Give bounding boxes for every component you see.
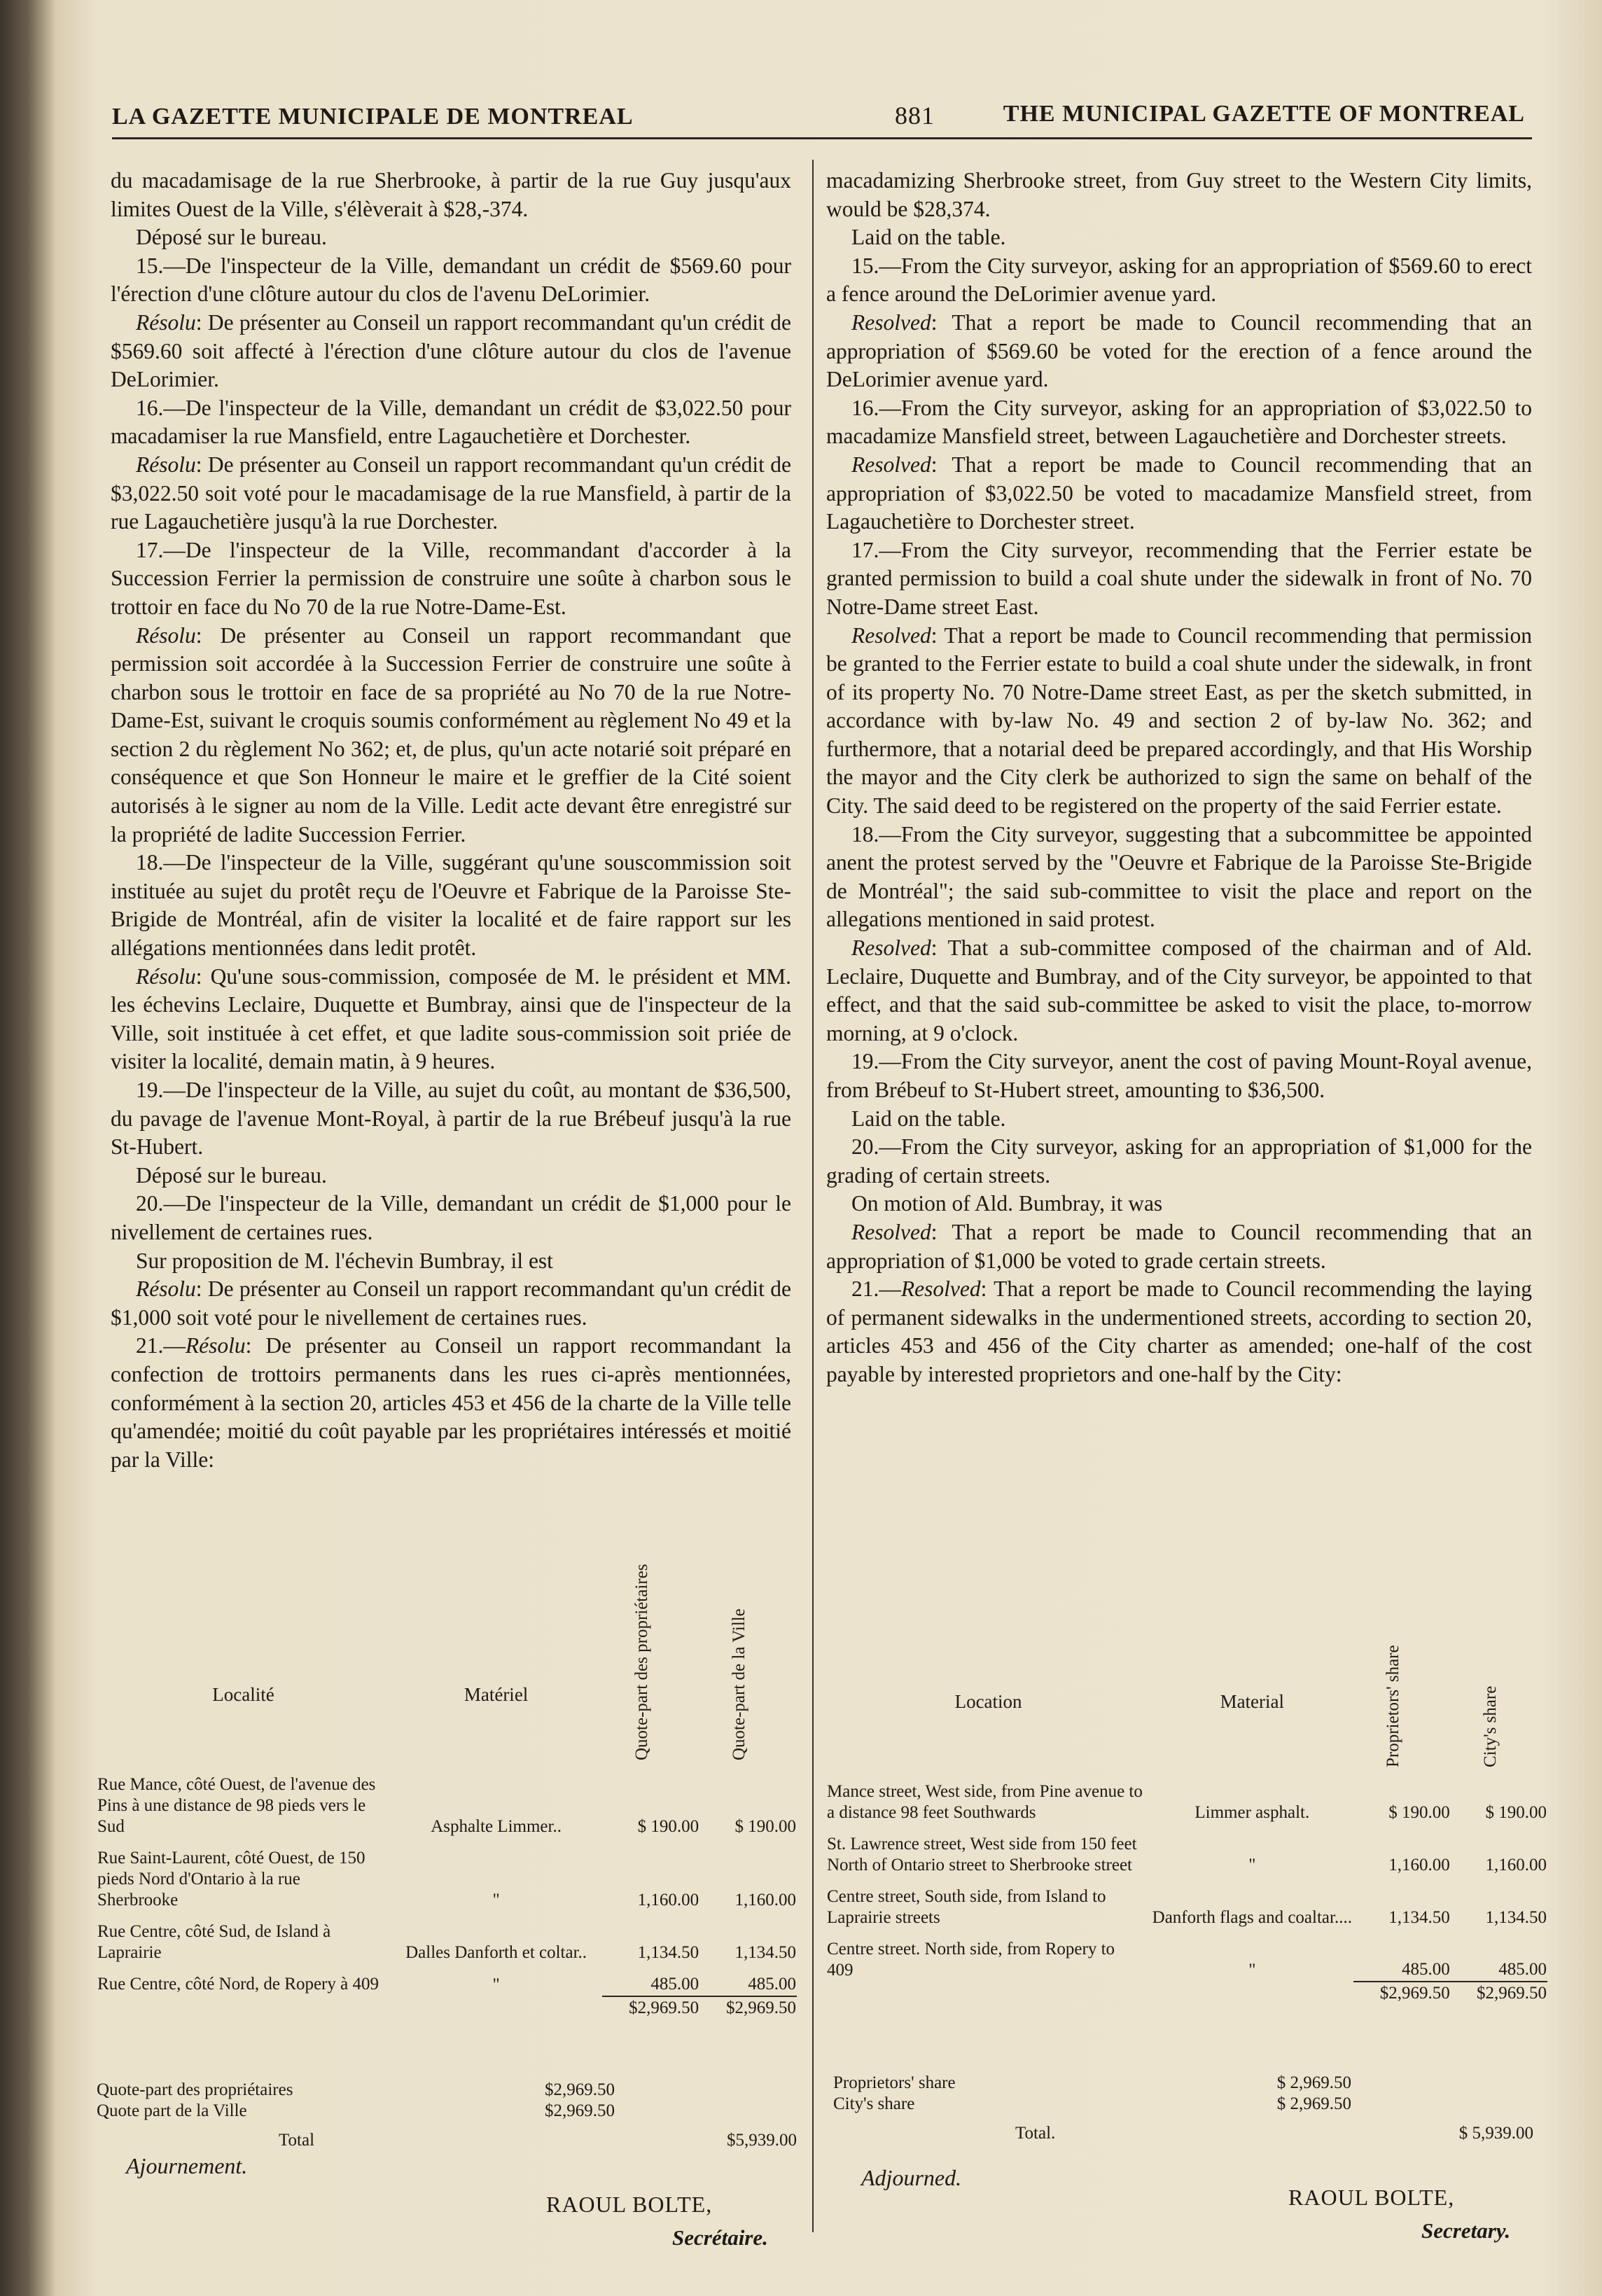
- paragraph: [111, 1076, 791, 1162]
- resolution-label: Résolu: [136, 309, 196, 335]
- table-row: [826, 1824, 1547, 1877]
- city-share-cell: 1,160.00: [1485, 1856, 1547, 1874]
- paragraph: [826, 252, 1532, 309]
- signature-title-en: Secretary.: [1421, 2218, 1511, 2243]
- french-column: [111, 167, 791, 1474]
- city-share-cell: 1,134.50: [734, 1943, 796, 1962]
- paragraph-text: 20.—From the City surveyor, asking for an appropriation of $1,000 for the grading of certain streets.: [826, 1134, 1532, 1188]
- header-title-fr: LA GAZETTE MUNICIPALE DE MONTREAL: [112, 104, 634, 130]
- paragraph-text: : That a report be made to Council recommending that permission be granted to the Ferrier estate to build a coal shute under the sidewalk, in front of its property No. 70 Notre-Dame street East, as per the sketch submitted, in accordance with by-law No. 49 and section 2 of by-law No. 362; and furthermore, that a notarial deed be prepared accordingly, and that His Worship the mayor and the City clerk be authorized to sign the same on behalf of the City. The said deed to be registered on the property of the said Ferrier estate.: [826, 622, 1532, 819]
- location-cell: Rue Saint-Laurent, côté Ouest, de 150 pieds Nord d'Ontario à la rue Sherbrooke: [97, 1849, 365, 1909]
- paragraph: [826, 309, 1532, 394]
- table-row: [826, 1929, 1547, 1982]
- paragraph: [826, 1048, 1532, 1104]
- paragraph-text: Déposé sur le bureau.: [136, 225, 327, 250]
- resolution-label: Résolu: [136, 963, 196, 989]
- paragraph: [111, 1332, 791, 1474]
- material-cell: Dalles Danforth et coltar..: [405, 1943, 587, 1962]
- proprietors-share-cell: 485.00: [1401, 1960, 1450, 1979]
- city-share-cell: $ 190.00: [1485, 1803, 1547, 1822]
- header-proprietors-share: Proprietors' share: [1384, 1645, 1403, 1767]
- paragraph: [111, 1247, 791, 1276]
- paragraph: [111, 394, 791, 451]
- paragraph-text: Déposé sur le bureau.: [136, 1162, 327, 1188]
- summary-line: [97, 2101, 797, 2122]
- material-cell: ": [1248, 1961, 1256, 1980]
- paragraph-text: 19.—De l'inspecteur de la Ville, au sujet du coût, au montant de $36,500, du pavage de l'avenue Mont-Royal, à partir de la rue Brébeuf jusqu'à la rue St-Hubert.: [111, 1078, 791, 1160]
- paragraph-text: On motion of Ald. Bumbray, it was: [851, 1191, 1163, 1216]
- header-location: Location: [954, 1691, 1022, 1712]
- total-city: $2,969.50: [699, 1996, 797, 2019]
- summary-line: [833, 2094, 1533, 2115]
- paragraph: [826, 1275, 1532, 1389]
- paragraph: [826, 167, 1532, 223]
- paragraph-text: 15.—From the City surveyor, asking for an appropriation of $569.60 to erect a fence around the DeLorimier avenue yard.: [826, 253, 1532, 307]
- resolution-label: Resolved: [851, 935, 931, 961]
- english-column: [826, 167, 1532, 1389]
- summary-label: Total: [279, 2131, 315, 2150]
- totals-row: [97, 1996, 797, 2019]
- item-number: 21.—: [851, 1276, 901, 1302]
- paragraph: [826, 451, 1532, 536]
- paragraph: [826, 536, 1532, 622]
- material-cell: ": [492, 1891, 500, 1909]
- paragraph: [826, 934, 1532, 1048]
- summary-value: $ 5,939.00: [1458, 2124, 1533, 2143]
- location-cell: Centre street, South side, from Island to Laprairie streets: [827, 1887, 1106, 1927]
- paragraph-text: 15.—De l'inspecteur de la Ville, demandant un crédit de $569.60 pour l'érection d'une clôture autour du clos de l'avenu DeLorimier.: [111, 253, 791, 307]
- paragraph: [826, 622, 1532, 821]
- header-citys-share: City's share: [1480, 1685, 1500, 1767]
- city-share-cell: 1,134.50: [1485, 1908, 1547, 1927]
- city-share-cell: 485.00: [748, 1975, 796, 1994]
- summary-value: $ 2,969.50: [1276, 2073, 1351, 2092]
- paragraph: [111, 167, 791, 223]
- proprietors-share-cell: 1,134.50: [1388, 1908, 1450, 1927]
- paragraph: [826, 1133, 1532, 1190]
- material-cell: ": [1248, 1856, 1256, 1874]
- paragraph-text: : De présenter au Conseil un rapport recommandant qu'un crédit de $1,000 soit voté pour le nivellement de certaines rues.: [111, 1276, 791, 1330]
- paragraph: [111, 309, 791, 394]
- column-divider: [812, 160, 814, 2232]
- summary-value: $2,969.50: [545, 2080, 615, 2099]
- adjourned-en: Adjourned.: [861, 2165, 962, 2190]
- summary-value: $2,969.50: [545, 2101, 615, 2120]
- paragraph-text: 18.—De l'inspecteur de la Ville, suggérant qu'une souscommission soit instituée au sujet du protêt reçu de l'Oeuvre et Fabrique de la Paroisse Ste-Brigide de Montréal, afin de visiter la localité et de faire rapport sur les allégations mentionnées dans ledit protêt.: [111, 850, 791, 961]
- paragraph-text: 18.—From the City surveyor, suggesting that a subcommittee be appointed anent the protest served by the "Oeuvre et Fabrique de la Paroisse Ste-Brigide de Montréal"; the said sub-committee to visit the place and report on the allegations mentioned in said protest.: [826, 821, 1532, 932]
- paragraph: [826, 1190, 1532, 1218]
- paragraph-text: : That a sub-committee composed of the chairman and of Ald. Leclaire, Duquette and Bumbray, and of the City surveyor, be appointed to that effect, and that the said sub-committee be asked to visit the place, to-morrow morning, at 9 o'clock.: [826, 935, 1532, 1045]
- summary-line: [833, 2123, 1533, 2144]
- signature-name-en: RAOUL BOLTE,: [1288, 2185, 1455, 2210]
- header-material: Material: [1220, 1691, 1285, 1712]
- resolution-label: Resolved: [900, 1276, 981, 1302]
- location-cell: Mance street, West side, from Pine avenue to a distance 98 feet Southwards: [827, 1782, 1143, 1822]
- paragraph-text: : Qu'une sous-commission, composée de M. le président et MM. les échevins Leclaire, Duquette et Bumbray, ainsi que de l'inspecteur de la Ville, soit instituée à cet effet, et que ladite sous-commission soit priée de visiter la localité, demain matin, à 9 heures.: [111, 963, 791, 1074]
- summary-label: Total.: [1015, 2124, 1056, 2143]
- header-rule: [112, 137, 1532, 139]
- location-cell: Rue Centre, côté Sud, de Island à Laprairie: [97, 1922, 331, 1962]
- summary-value: $5,939.00: [727, 2131, 797, 2150]
- paragraph-text: : That a report be made to Council recommending that an appropriation of $1,000 be voted to grade certain streets.: [826, 1219, 1532, 1273]
- location-cell: St. Lawrence street, West side from 150 feet North of Ontario street to Sherbrooke street: [827, 1835, 1137, 1874]
- resolution-label: Résolu: [136, 1276, 196, 1302]
- proprietors-share-cell: 1,160.00: [1388, 1856, 1450, 1874]
- sidewalk-table-fr: [97, 1564, 797, 2019]
- proprietors-share-cell: $ 190.00: [637, 1817, 699, 1836]
- paragraph: [111, 451, 791, 536]
- paragraph-text: 16.—De l'inspecteur de la Ville, demandant un crédit de $3,022.50 pour macadamiser la rue Mansfield, entre Lagauchetière et Dorchester.: [111, 395, 791, 449]
- city-share-cell: 485.00: [1498, 1960, 1547, 1979]
- location-cell: Rue Mance, côté Ouest, de l'avenue des Pins à une distance de 98 pieds vers le Sud: [97, 1775, 376, 1836]
- header-materiel: Matériel: [464, 1684, 529, 1705]
- paragraph-text: 19.—From the City surveyor, anent the cost of paving Mount-Royal avenue, from Brébeuf to St-Hubert street, amounting to $36,500.: [826, 1049, 1532, 1102]
- paragraph-text: : De présenter au Conseil un rapport recommandant la confection de trottoirs permanents dans les rues ci-après mentionnées, conformément à la section 20, articles 453 et 456 de la charte de la Ville telle qu'amendée; moitié du coût payable par les propriétaires intéressés et moitié par la Ville:: [111, 1333, 791, 1472]
- table-row: [97, 1765, 797, 1838]
- totals-row: [826, 1982, 1547, 2005]
- paragraph: [826, 1105, 1532, 1134]
- paragraph-text: Laid on the table.: [851, 225, 1006, 250]
- paragraph: [826, 223, 1532, 252]
- sidewalk-table-en: [826, 1631, 1547, 2005]
- paragraph-text: 20.—De l'inspecteur de la Ville, demandant un crédit de $1,000 pour le nivellement de certaines rues.: [111, 1191, 791, 1244]
- total-city: $2,969.50: [1451, 1982, 1547, 2005]
- summary-line: [97, 2080, 797, 2101]
- paragraph: [111, 963, 791, 1076]
- paragraph-text: : That a report be made to Council recommending the laying of permanent sidewalks in the undermentioned streets, according to section 20, articles 453 and 456 of the City charter as amended; one-half of the cost payable by interested proprietors and one-half by the City:: [826, 1276, 1532, 1386]
- adjourned-fr: Ajournement.: [126, 2153, 248, 2178]
- paragraph: [111, 849, 791, 962]
- table-row: [97, 1912, 797, 1964]
- summary-fr: [97, 2080, 797, 2151]
- paragraph-text: Laid on the table.: [851, 1106, 1006, 1131]
- item-number: 21.—: [136, 1333, 186, 1358]
- paragraph: [111, 1275, 791, 1332]
- table-row: [826, 1772, 1547, 1824]
- total-proprietors: $2,969.50: [602, 1996, 699, 2019]
- resolution-label: Résolu: [136, 452, 196, 477]
- summary-label: Quote part de la Ville: [97, 2101, 247, 2120]
- summary-line: [97, 2130, 797, 2151]
- table-row: [826, 1877, 1547, 1929]
- summary-value: $ 2,969.50: [1276, 2094, 1351, 2113]
- table-row: [97, 1964, 797, 1996]
- signature-title-fr: Secrétaire.: [672, 2225, 768, 2250]
- summary-label: Proprietors' share: [833, 2073, 956, 2092]
- resolution-label: Resolved: [851, 452, 931, 477]
- paragraph: [111, 223, 791, 252]
- paragraph: [111, 536, 791, 622]
- city-share-cell: 1,160.00: [734, 1891, 796, 1909]
- paragraph: [826, 1218, 1532, 1275]
- material-cell: Asphalte Limmer..: [431, 1817, 562, 1836]
- page-header: [112, 97, 1525, 139]
- paragraph-text: : De présenter au Conseil un rapport recommandant que permission soit accordée à la Succession Ferrier de construire une soûte à charbon sous le trottoir en face de sa propriété au No 70 de la rue Notre-Dame-Est, suivant le croquis soumis conformément au règlement No 49 et la section 2 du règlement No 362; et, de plus, qu'un acte notarié soit préparé en conséquence et que Son Honneur le maire et le greffier de la Cité soient autorisés à le signer au nom de la Ville. Ledit acte devant être enregistré sur la propriété de ladite Succession Ferrier.: [111, 622, 791, 847]
- header-localite: Localité: [212, 1684, 274, 1705]
- total-proprietors: $2,969.50: [1353, 1982, 1450, 2005]
- summary-en: [833, 2073, 1533, 2144]
- signature-name-fr: RAOUL BOLTE,: [546, 2192, 713, 2217]
- paragraph: [111, 622, 791, 849]
- resolution-label: Resolved: [851, 1219, 931, 1244]
- paragraph-text: : De présenter au Conseil un rapport recommandant qu'un crédit de $3,022.50 soit voté pour le macadamisage de la rue Mansfield, à partir de la rue Lagauchetière jusqu'à la rue Dorchester.: [111, 452, 791, 534]
- location-cell: Centre street. North side, from Ropery to 409: [827, 1940, 1115, 1980]
- resolution-label: Resolved: [851, 309, 931, 335]
- paragraph: [826, 821, 1532, 934]
- page-number: 881: [895, 102, 935, 130]
- paragraph-text: Sur proposition de M. l'échevin Bumbray, il est: [136, 1248, 553, 1273]
- paragraph-text: : De présenter au Conseil un rapport recommandant qu'un crédit de $569.60 soit affecté à l'érection d'une clôture autour du clos de l'avenue DeLorimier.: [111, 309, 791, 392]
- proprietors-share-cell: 485.00: [650, 1975, 699, 1994]
- location-cell: Rue Centre, côté Nord, de Ropery à 409: [97, 1975, 379, 1994]
- resolution-label: Resolved: [851, 622, 931, 648]
- paragraph: [111, 252, 791, 309]
- paragraph: [826, 394, 1532, 451]
- paragraph-text: du macadamisage de la rue Sherbrooke, à partir de la rue Guy jusqu'aux limites Ouest de la Ville, s'élèverait à $28,-374.: [111, 168, 791, 221]
- proprietors-share-cell: 1,160.00: [637, 1891, 699, 1909]
- resolution-label: Résolu: [185, 1333, 246, 1358]
- paragraph: [111, 1162, 791, 1190]
- summary-label: Quote-part des propriétaires: [97, 2080, 293, 2099]
- paragraph-text: : That a report be made to Council recommending that an appropriation of $3,022.50 be voted to macadamize Mansfield street, from Lagauchetière to Dorchester street.: [826, 452, 1532, 534]
- proprietors-share-cell: 1,134.50: [637, 1943, 699, 1962]
- proprietors-share-cell: $ 190.00: [1388, 1803, 1450, 1822]
- paragraph-text: 17.—From the City surveyor, recommending that the Ferrier estate be granted permission to build a coal shute under the sidewalk in front of No. 70 Notre-Dame street East.: [826, 537, 1532, 619]
- header-quote-part-proprietaires: Quote-part des propriétaires: [632, 1564, 652, 1760]
- material-cell: Limmer asphalt.: [1194, 1803, 1310, 1822]
- summary-line: [833, 2073, 1533, 2094]
- paragraph-text: 17.—De l'inspecteur de la Ville, recommandant d'accorder à la Succession Ferrier la permission de construire une soûte à charbon sous le trottoir en face du No 70 de la rue Notre-Dame-Est.: [111, 537, 791, 619]
- header-title-en: THE MUNICIPAL GAZETTE OF MONTREAL: [1003, 101, 1525, 127]
- paragraph: [111, 1190, 791, 1246]
- material-cell: Danforth flags and coaltar....: [1152, 1908, 1352, 1927]
- summary-label: City's share: [833, 2094, 915, 2113]
- paragraph-text: macadamizing Sherbrooke street, from Guy street to the Western City limits, would be $28,374.: [826, 168, 1532, 221]
- header-quote-part-ville: Quote-part de la Ville: [730, 1608, 749, 1760]
- city-share-cell: $ 190.00: [734, 1817, 796, 1836]
- resolution-label: Résolu: [136, 622, 196, 648]
- table-row: [97, 1838, 797, 1912]
- material-cell: ": [492, 1975, 500, 1994]
- paragraph-text: : That a report be made to Council recommending that an appropriation of $569.60 be voted for the erection of a fence around the DeLorimier avenue yard.: [826, 309, 1532, 392]
- paragraph-text: 16.—From the City surveyor, asking for an appropriation of $3,022.50 to macadamize Mansfield street, between Lagauchetière and Dorchester streets.: [826, 395, 1532, 449]
